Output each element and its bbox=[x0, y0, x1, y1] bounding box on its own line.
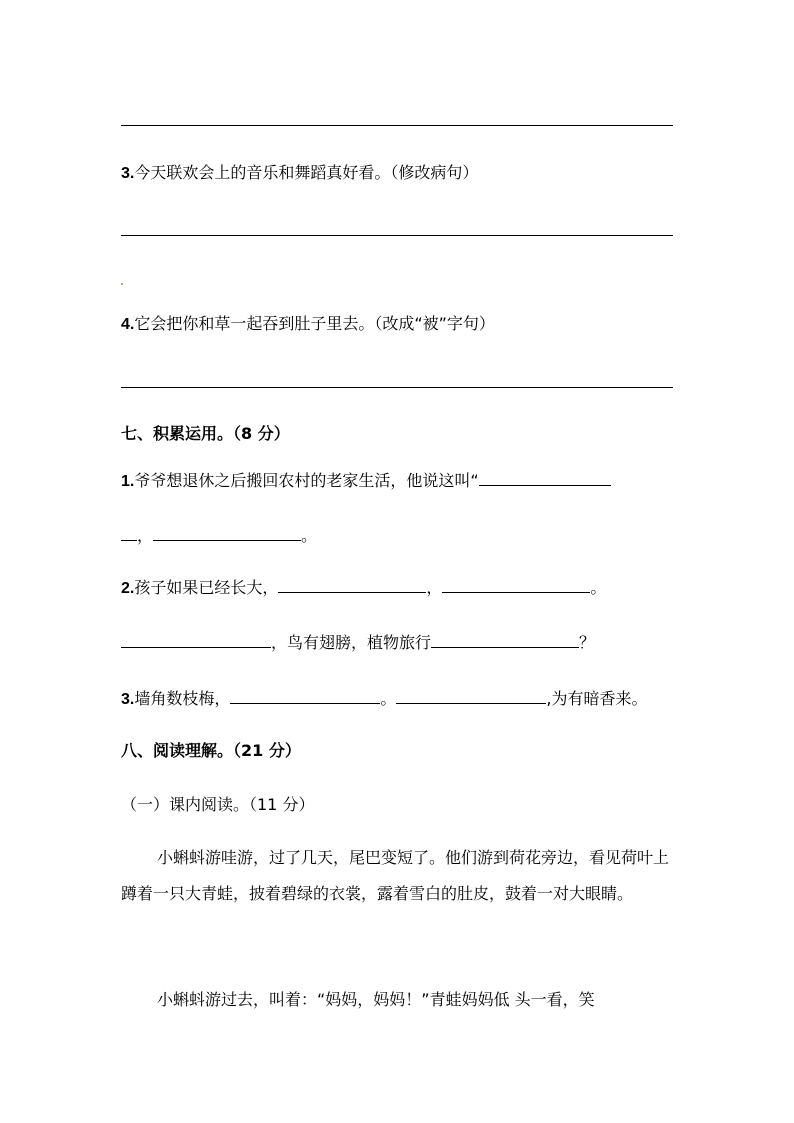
fill-blank[interactable] bbox=[278, 576, 426, 593]
subsection-1-title: （一）课内阅读。（11 分） bbox=[121, 795, 315, 814]
fill-blank[interactable] bbox=[121, 524, 137, 541]
punctuation: 。 bbox=[590, 578, 607, 597]
question-number: 3. bbox=[121, 165, 135, 182]
s7-question-2 bbox=[121, 576, 606, 599]
s7-question-1-cont: ， 。 bbox=[121, 524, 317, 546]
passage-paragraph-1: 小蝌蚪游哇游，过了几天，尾巴变短了。他们游到荷花旁边，看见荷叶上蹲着一只大青蛙，披着碧绿的衣裳，露着雪白的肚皮，鼓着一对大眼睛。 bbox=[121, 848, 670, 903]
question-number: 2. bbox=[121, 580, 135, 597]
s7-question-2-cont bbox=[121, 631, 595, 653]
punctuation: ， bbox=[426, 578, 443, 597]
punctuation: 。 bbox=[380, 689, 397, 708]
question-text: ,为有暗香来。 bbox=[546, 689, 648, 708]
fill-blank[interactable] bbox=[479, 469, 611, 486]
section-8-title: 八、阅读理解。（21 分） bbox=[121, 741, 301, 760]
fill-blank[interactable] bbox=[153, 524, 301, 541]
fill-blank[interactable] bbox=[121, 631, 271, 648]
stray-mark bbox=[121, 283, 123, 285]
question-3 bbox=[121, 163, 478, 184]
question-text: 它会把你和草一起吞到肚子里去。（改成“被”字句） bbox=[134, 314, 495, 333]
question-4 bbox=[121, 314, 495, 335]
punctuation: 。 bbox=[301, 526, 318, 545]
punctuation: ？ bbox=[579, 633, 596, 652]
s7-question-1 bbox=[121, 469, 611, 492]
question-text: 今天联欢会上的音乐和舞蹈真好看。（修改病句） bbox=[134, 163, 479, 182]
question-number: 3. bbox=[121, 691, 135, 708]
s7-question-3 bbox=[121, 687, 647, 710]
answer-line bbox=[121, 387, 673, 388]
question-number: 1. bbox=[121, 473, 135, 490]
section-7-title: 七、积累运用。（8 分） bbox=[121, 424, 290, 443]
fill-blank[interactable] bbox=[396, 687, 546, 704]
fill-blank[interactable] bbox=[431, 631, 579, 648]
answer-line bbox=[121, 125, 673, 126]
fill-blank[interactable] bbox=[442, 576, 590, 593]
question-text: 孩子如果已经长大， bbox=[134, 578, 279, 597]
fill-blank[interactable] bbox=[230, 687, 380, 704]
question-text: 墙角数枝梅， bbox=[134, 689, 231, 708]
question-text: ，鸟有翅膀，植物旅行 bbox=[271, 633, 432, 652]
question-text: 爷爷想退休之后搬回农村的老家生活，他说这叫“ bbox=[134, 471, 479, 490]
passage-paragraph-2: 小蝌蚪游过去，叫着：“妈妈，妈妈！”青蛙妈妈低 头一看，笑 bbox=[157, 990, 595, 1009]
answer-line bbox=[121, 235, 673, 236]
question-number: 4. bbox=[121, 316, 135, 333]
